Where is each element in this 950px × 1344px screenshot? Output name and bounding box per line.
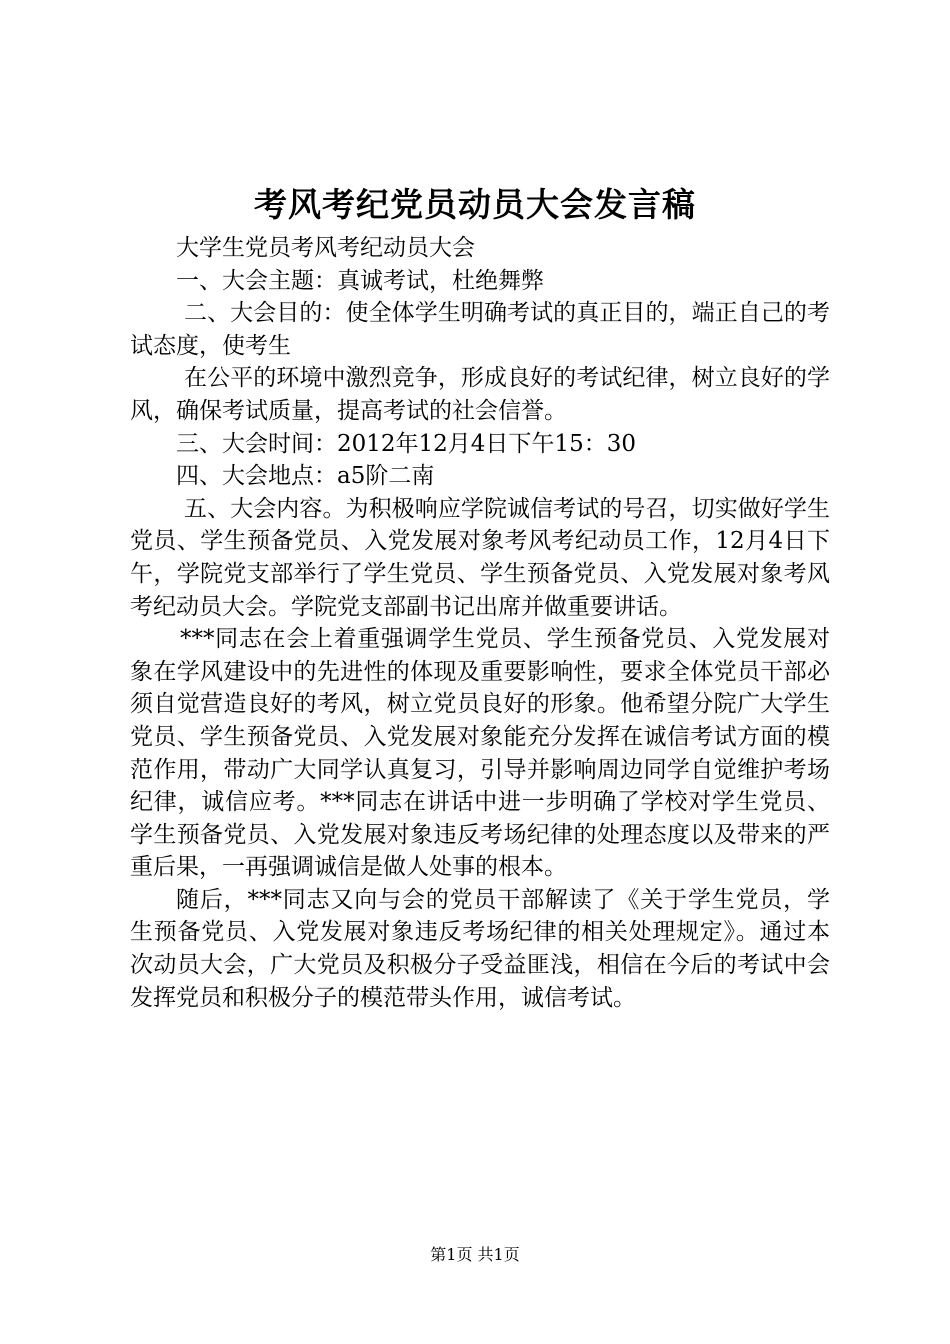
paragraph-content: 五、大会内容。为积极响应学院诚信考试的号召，切实做好学生党员、学生预备党员、入党发展对象考风考纪动员工作，12月4日下午，学院党支部举行了学生党员、学生预备党员、入党发展对象考风考纪动员大会。学院党支部副书记出席并做重要讲话。 [130,495,830,620]
paragraph-purpose-continued: 在公平的环境中激烈竞争，形成良好的考试纪律，树立良好的学风，确保考试质量，提高考试的社会信誉。 [130,365,830,424]
document-title: 考风考纪党员动员大会发言稿 [254,185,696,224]
paragraph-speech: ***同志在会上着重强调学生党员、学生预备党员、入党发展对象在学风建设中的先进性的体现及重要影响性，要求全体党员干部必须自觉营造良好的考风，树立党员良好的形象。他希望分院广大学生党员、学生预备党员、入党发展对象能充分发挥在诚信考试方面的模范作用，带动广大同学认真复习，引导并影响周边同学自觉维护考场纪律，诚信应考。***同志在讲话中进一步明确了学校对学生党员、学生预备党员、入党发展对象违反考场纪律的处理态度以及带来的严重后果，一再强调诚信是做人处事的根本。 [130,626,830,881]
paragraph-meeting-name: 大学生党员考风考纪动员大会 [176,235,475,261]
paragraph-location: 四、大会地点：a5阶二南 [176,463,435,490]
paragraph-time: 三、大会时间：2012年12月4日下午15：30 [176,430,636,457]
paragraph-conclusion: 随后，***同志又向与会的党员干部解读了《关于学生党员，学生预备党员、入党发展对象违反考场纪律的相关处理规定》。通过本次动员大会，广大党员及积极分子受益匪浅，相信在今后的考试中会发挥党员和积极分子的模范带头作用，诚信考试。 [130,886,830,1011]
document-body [130,232,830,1014]
page-number-footer: 第1页 共1页 [430,1245,520,1264]
paragraph-purpose: 二、大会目的：使全体学生明确考试的真正目的，端正自己的考试态度，使考生 [130,300,830,359]
paragraph-theme: 一、大会主题：真诚考试，杜绝舞弊 [176,267,544,294]
